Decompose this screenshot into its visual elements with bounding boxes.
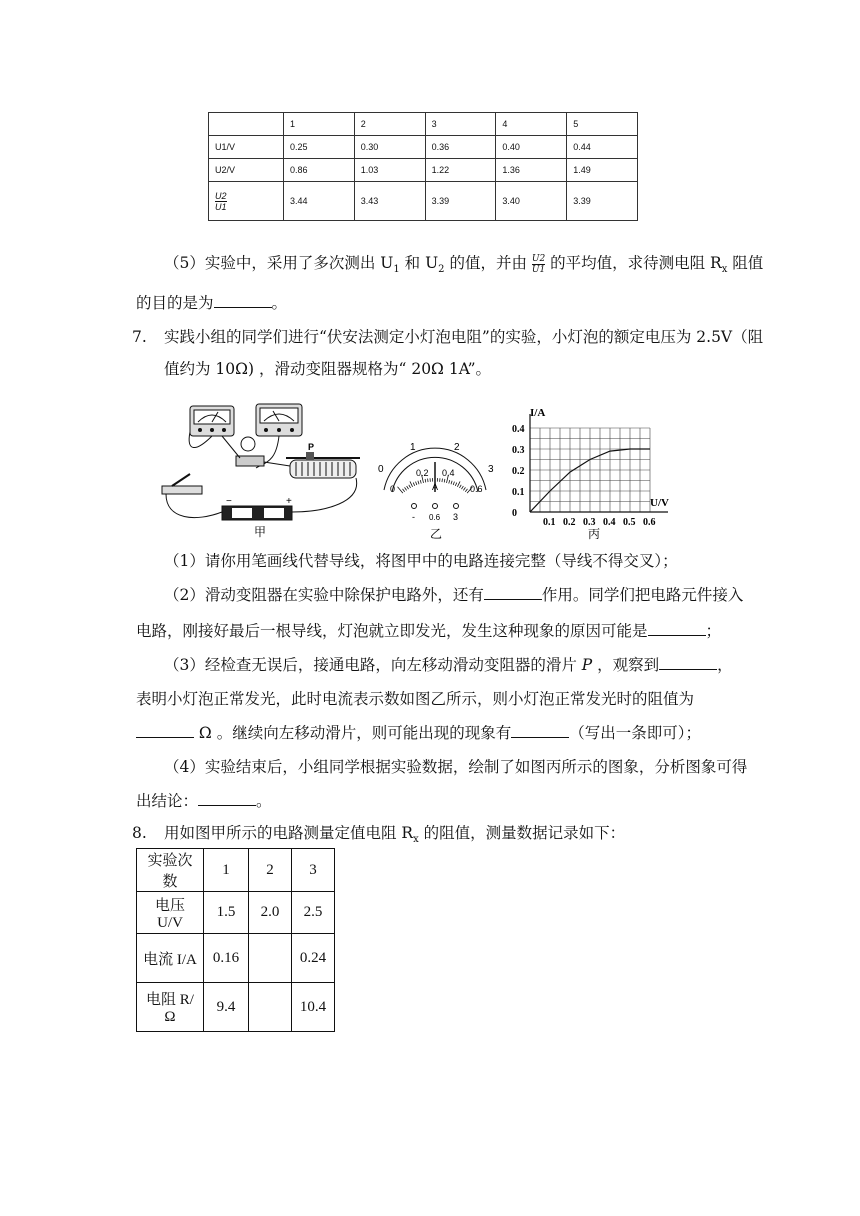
table-cell: 2: [249, 849, 292, 892]
fraction-denominator: U1: [215, 201, 227, 212]
table-cell: 0.36: [425, 136, 496, 159]
answer-blank[interactable]: [136, 723, 194, 738]
table-cell: 电阻 R/Ω: [137, 983, 204, 1032]
table-cell: 电流 I/A: [137, 934, 204, 983]
q8-number: 8.: [132, 824, 147, 842]
iu-graph-bing: [508, 404, 684, 542]
table-cell-empty[interactable]: [249, 934, 292, 983]
table-cell: 2: [354, 113, 425, 136]
table-cell: 0.24: [292, 934, 335, 983]
dial-tick: [413, 483, 414, 486]
answer-blank[interactable]: [511, 723, 569, 738]
answer-blank[interactable]: [659, 655, 717, 670]
fraction: [215, 191, 227, 212]
table-cell: 9.4: [204, 983, 249, 1032]
dial-tick: [416, 482, 417, 485]
table-cell: 1.5: [204, 892, 249, 934]
y-tick-label: 0: [512, 508, 517, 519]
dial-tick: [461, 486, 463, 489]
dial-tick: [420, 480, 421, 483]
y-tick-label: 0.4: [512, 424, 525, 435]
ammeter-icon: [190, 406, 234, 436]
data-table-resistance: [136, 848, 335, 1032]
table-cell: 10.4: [292, 983, 335, 1032]
outer-tick-label: 0: [378, 464, 384, 475]
dial-tick: [425, 479, 426, 483]
figure-label-jia: 甲: [253, 525, 267, 539]
table-cell: 1.22: [425, 159, 496, 182]
q6-part5-line1: （5）实验中，采用了多次测出 $U_1$ 和 $U_2$ 的值，并由 $\frac{U2}{U1}$ 的平均值，求待测电阻 $R_x$ 阻值: [164, 253, 764, 276]
table-cell: 3.44: [284, 182, 355, 221]
q7-line1: 实践小组的同学们进行“伏安法测定小灯泡电阻”的实验，小灯泡的额定电压为 2.5V（阻: [164, 328, 764, 346]
dial-tick: [459, 485, 461, 488]
q7-part4-line1: （4）实验结束后，小组同学根据实验数据，绘制了如图丙所示的图象，分析图象可得: [164, 758, 748, 776]
x-tick-label: 0.6: [643, 517, 656, 528]
q7-part2-line2: 电路，刚接好最后一根导线，灯泡就立即发光，发生这种现象的原因可能是 ；: [136, 622, 722, 640]
axis-lines: [530, 414, 668, 512]
fraction-numerator: U2: [215, 190, 227, 201]
inner-tick-label: 0.6: [470, 484, 483, 494]
slider-label: P: [308, 442, 315, 452]
terminal-label: -: [412, 512, 415, 522]
q7-part3-line2: 表明小灯泡正常发光，此时电流表示数如图乙所示，则小灯泡正常发光时的阻值为: [136, 690, 695, 708]
figure-label-yi: 乙: [429, 527, 443, 540]
table-header-row: [209, 113, 638, 136]
table-cell: 0.86: [284, 159, 355, 182]
table-cell: 1: [204, 849, 249, 892]
dial-tick: [407, 486, 409, 489]
q7-part3-line1: （3）经检查无误后，接通电路，向左移动滑动变阻器的滑片 P ，观察到 ，: [164, 656, 733, 674]
dial-tick: [405, 487, 407, 490]
row-label-fraction: [209, 182, 284, 221]
x-tick-label: 0.1: [543, 517, 556, 528]
outer-tick-label: 2: [454, 442, 460, 453]
answer-blank[interactable]: [214, 293, 272, 308]
table-cell: 0.30: [354, 136, 425, 159]
table-row: [137, 892, 335, 934]
dial-tick: [465, 489, 467, 492]
svg-text:−: −: [226, 496, 232, 507]
graph-grid: [530, 414, 668, 512]
switch-icon: [162, 474, 202, 494]
q6-part5-line2: 的目的是为 。: [136, 294, 288, 312]
y-tick-label: 0.1: [512, 487, 525, 498]
dial-tick: [453, 482, 454, 485]
battery-icon: [222, 496, 292, 520]
table-cell: 0.25: [284, 136, 355, 159]
table-cell: 3.43: [354, 182, 425, 221]
dial-tick: [444, 479, 445, 483]
table-row: [209, 182, 638, 221]
row-label: U1/V: [209, 136, 284, 159]
inner-tick-label: 0.2: [416, 468, 429, 478]
table-cell: 3: [292, 849, 335, 892]
dial-tick: [455, 483, 456, 486]
q7-line2: 值约为 10Ω) ，滑动变阻器规格为“ 20Ω 1A”。: [164, 360, 492, 378]
voltmeter-icon: [256, 404, 302, 436]
q7-part4-line2: 出结论： 。: [136, 792, 272, 810]
inner-tick-label: 0: [390, 484, 396, 494]
x-tick-label: 0.2: [563, 517, 576, 528]
rheostat-icon: [286, 442, 360, 478]
figure-label-bing: 丙: [587, 527, 601, 541]
answer-blank[interactable]: [484, 585, 542, 600]
bulb-icon: [236, 437, 264, 466]
x-axis-label: U/V: [650, 497, 669, 509]
dial-tick: [410, 481, 413, 486]
x-tick-label: 0.5: [623, 517, 636, 528]
circuit-figure-jia: [156, 402, 366, 540]
q7-part1: （1）请你用笔画线代替导线，将图甲中的电路连接完整（导线不得交叉）；: [164, 552, 678, 570]
answer-blank[interactable]: [198, 791, 256, 806]
table-row: [137, 934, 335, 983]
y-tick-label: 0.2: [512, 466, 525, 477]
dial-tick: [463, 487, 465, 490]
meter-unit: A: [432, 482, 439, 492]
table-cell: 电压 U/V: [137, 892, 204, 934]
table-row: [209, 136, 638, 159]
table-cell: 实验次数: [137, 849, 204, 892]
q7-number: 7.: [132, 328, 147, 346]
table-cell: 2.0: [249, 892, 292, 934]
terminal-label: 0.6: [429, 513, 441, 522]
table-cell: [209, 113, 284, 136]
table-cell: 0.44: [567, 136, 638, 159]
inner-tick-label: 0.4: [442, 468, 455, 478]
table-cell: 3.39: [567, 182, 638, 221]
table-cell-empty[interactable]: [249, 983, 292, 1032]
table-cell: 1.36: [496, 159, 567, 182]
q7-part3-line3: Ω 。继续向左移动滑片，则可能出现的现象有 （写出一条即可）；: [136, 722, 701, 744]
table-cell: 2.5: [292, 892, 335, 934]
row-label: U2/V: [209, 159, 284, 182]
ammeter-dial-yi: [370, 440, 500, 540]
table-cell: 5: [567, 113, 638, 136]
terminal-label: 3: [453, 512, 459, 522]
table-cell: 4: [496, 113, 567, 136]
dial-tick: [418, 481, 419, 484]
table-header-row: [137, 849, 335, 892]
table-row: [137, 983, 335, 1032]
table-cell: 0.16: [204, 934, 249, 983]
table-cell: 0.40: [496, 136, 567, 159]
table-cell: 3: [425, 113, 496, 136]
table-cell: 1.03: [354, 159, 425, 182]
table-cell: 3.40: [496, 182, 567, 221]
table-cell: 1: [284, 113, 355, 136]
outer-tick-label: 3: [488, 464, 494, 475]
outer-tick-label: 1: [410, 442, 416, 453]
answer-blank[interactable]: [648, 621, 706, 636]
dial-tick: [398, 487, 403, 493]
dial-tick: [403, 489, 405, 492]
dial-tick: [457, 481, 460, 486]
q7-part2-line1: （2）滑动变阻器在实验中除保护电路外，还有 作用。同学们把电路元件接入: [164, 586, 744, 604]
dial-tick: [451, 481, 452, 484]
table-cell: 1.49: [567, 159, 638, 182]
y-axis-label: I/A: [530, 407, 546, 419]
x-tick-label: 0.4: [603, 517, 616, 528]
svg-text:+: +: [286, 496, 292, 507]
dial-tick: [409, 485, 411, 488]
table-row: [209, 159, 638, 182]
data-table-u1-u2: [208, 112, 638, 221]
fraction: $\frac{U2}{U1}$: [531, 253, 546, 275]
x-tick-label: 0.3: [583, 517, 596, 528]
dial-tick: [449, 480, 450, 483]
q8-line1: 用如图甲所示的电路测量定值电阻 $R_x$ 的阻值，测量数据记录如下：: [164, 824, 626, 846]
table-cell: 3.39: [425, 182, 496, 221]
y-tick-label: 0.3: [512, 445, 525, 456]
